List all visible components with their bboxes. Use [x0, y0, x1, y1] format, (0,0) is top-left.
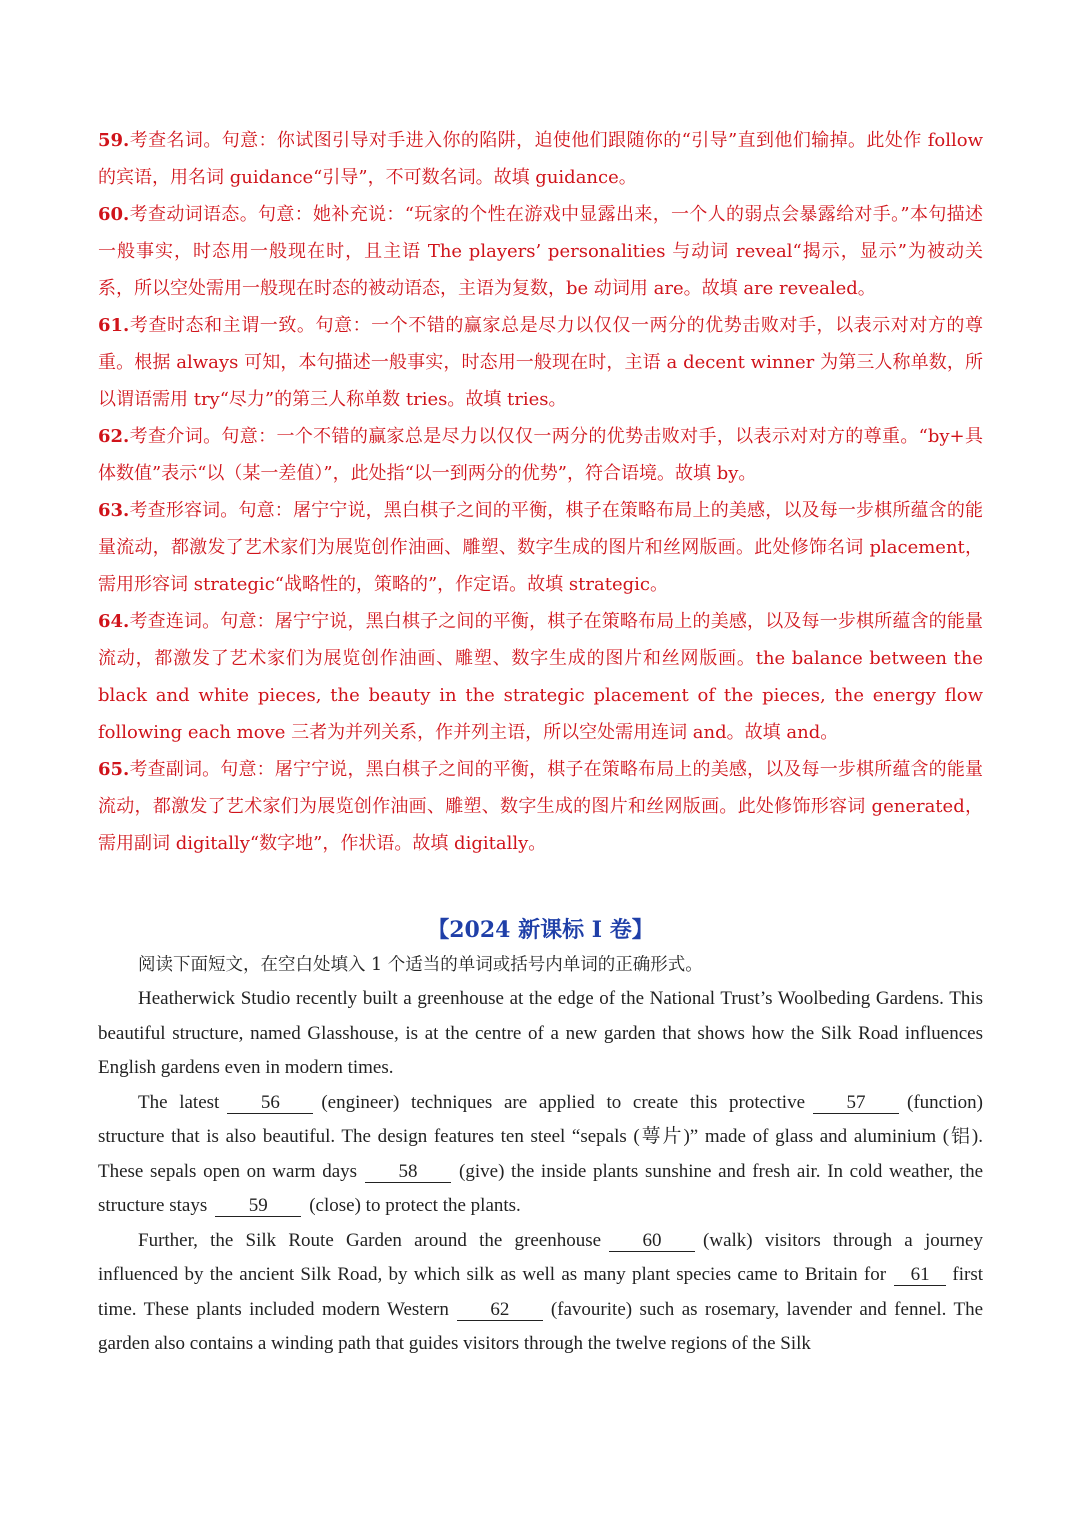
answer-text: 考查介词。句意：一个不错的赢家总是尽力以仅仅一两分的优势击败对手，以表示对对方的尊重。“by+具体数值”表示“以（某一差值）”，此处指“以一到两分的优势”，符合语境。故填 by。: [98, 426, 983, 484]
passage-text: The latest: [138, 1091, 220, 1113]
answer-62: [98, 418, 983, 492]
blank-61[interactable]: 61: [894, 1265, 946, 1286]
blank-60[interactable]: 60: [609, 1231, 695, 1252]
answer-60: [98, 196, 983, 307]
document-page: [98, 122, 983, 1362]
passage-text: (function) structure that is also beautiful. The design features ten steel “sepals (萼片)” made of glass and aluminium (铝). These sepals open on warm days: [98, 1091, 983, 1182]
answer-64: [98, 603, 983, 751]
passage-text: (give) the inside plants sunshine and fresh air. In cold weather, the structure stays: [98, 1160, 983, 1216]
answer-label: 62.: [98, 426, 130, 447]
answer-text: 考查形容词。句意：屠宁宁说，黑白棋子之间的平衡，棋子在策略布局上的美感，以及每一步棋所蕴含的能量流动，都激发了艺术家们为展览创作油画、雕塑、数字生成的图片和丝网版画。此处修饰名词 placement，需用形容词 strategic“战略性的，策略的”，作定语。故填 strategic。: [98, 500, 983, 595]
answer-label: 65.: [98, 759, 130, 780]
answer-63: [98, 492, 983, 603]
answer-text: 考查副词。句意：屠宁宁说，黑白棋子之间的平衡，棋子在策略布局上的美感，以及每一步棋所蕴含的能量流动，都激发了艺术家们为展览创作油画、雕塑、数字生成的图片和丝网版画。此处修饰形容词 generated，需用副词 digitally“数字地”，作状语。故填 digitally。: [98, 759, 983, 854]
answer-61: [98, 307, 983, 418]
passage-text: (engineer) techniques are applied to create this protective: [321, 1091, 806, 1113]
passage-text: Heatherwick Studio recently built a greenhouse at the edge of the National Trust’s Woolbeding Gardens. This beautiful structure, named Glasshouse, is at the centre of a new garden that shows how the Silk Road influences English gardens even in modern times.: [98, 988, 983, 1078]
passage-text: (close) to protect the plants.: [309, 1195, 521, 1216]
blank-62[interactable]: 62: [457, 1300, 543, 1321]
answer-explanations: [98, 122, 983, 862]
passage-text: Further, the Silk Route Garden around the greenhouse: [138, 1229, 602, 1251]
answer-label: 63.: [98, 500, 130, 521]
answer-59: [98, 122, 983, 196]
answer-label: 61.: [98, 315, 130, 336]
section-title: 【2024 新课标 I 卷】: [427, 917, 654, 943]
blank-56[interactable]: 56: [227, 1093, 313, 1114]
passage-paragraph-1: [98, 982, 983, 1086]
answer-text: 考查名词。句意：你试图引导对手进入你的陷阱，迫使他们跟随你的“引导”直到他们输掉。此处作 follow 的宾语，用名词 guidance“引导”，不可数名词。故填 guidance。: [98, 130, 983, 188]
passage-paragraph-2: [98, 1086, 983, 1224]
answer-label: 60.: [98, 204, 130, 225]
blank-58[interactable]: 58: [365, 1162, 451, 1183]
passage-text: (walk) visitors through a journey influenced by the ancient Silk Road, by which silk as well as many plant species came to Britain for: [98, 1229, 983, 1285]
answer-text: 考查连词。句意：屠宁宁说，黑白棋子之间的平衡，棋子在策略布局上的美感，以及每一步棋所蕴含的能量流动，都激发了艺术家们为展览创作油画、雕塑、数字生成的图片和丝网版画。the balance between the black and white pieces, the beauty in the strategic placement of the pieces, the energy flow following each move 三者为并列关系，作并列主语，所以空处需用连词 and。故填 and。: [98, 611, 983, 743]
answer-label: 59.: [98, 130, 130, 151]
blank-57[interactable]: 57: [813, 1093, 899, 1114]
passage-text: first time. These plants included modern Western: [98, 1264, 983, 1320]
passage-paragraph-3: [98, 1224, 983, 1362]
answer-65: [98, 751, 983, 862]
answer-label: 64.: [98, 611, 130, 632]
answer-text: 考查动词语态。句意：她补充说：“玩家的个性在游戏中显露出来，一个人的弱点会暴露给对手。”本句描述一般事实，时态用一般现在时，且主语 The players’ personalities 与动词 reveal“揭示，显示”为被动关系，所以空处需用一般现在时态的被动语态，主语为复数，be 动词用 are。故填 are revealed。: [98, 204, 983, 299]
answer-text: 考查时态和主谓一致。句意：一个不错的赢家总是尽力以仅仅一两分的优势击败对手，以表示对对方的尊重。根据 always 可知，本句描述一般事实，时态用一般现在时，主语 a decent winner 为第三人称单数，所以谓语需用 try“尽力”的第三人称单数 tries。故填 tries。: [98, 315, 983, 410]
blank-59[interactable]: 59: [215, 1196, 301, 1217]
passage-text: (favourite) such as rosemary, lavender and fennel. The garden also contains a winding path that guides visitors through the twelve regions of the Silk: [98, 1298, 984, 1354]
instruction-text: 阅读下面短文，在空白处填入 1 个适当的单词或括号内单词的正确形式。: [138, 955, 703, 975]
